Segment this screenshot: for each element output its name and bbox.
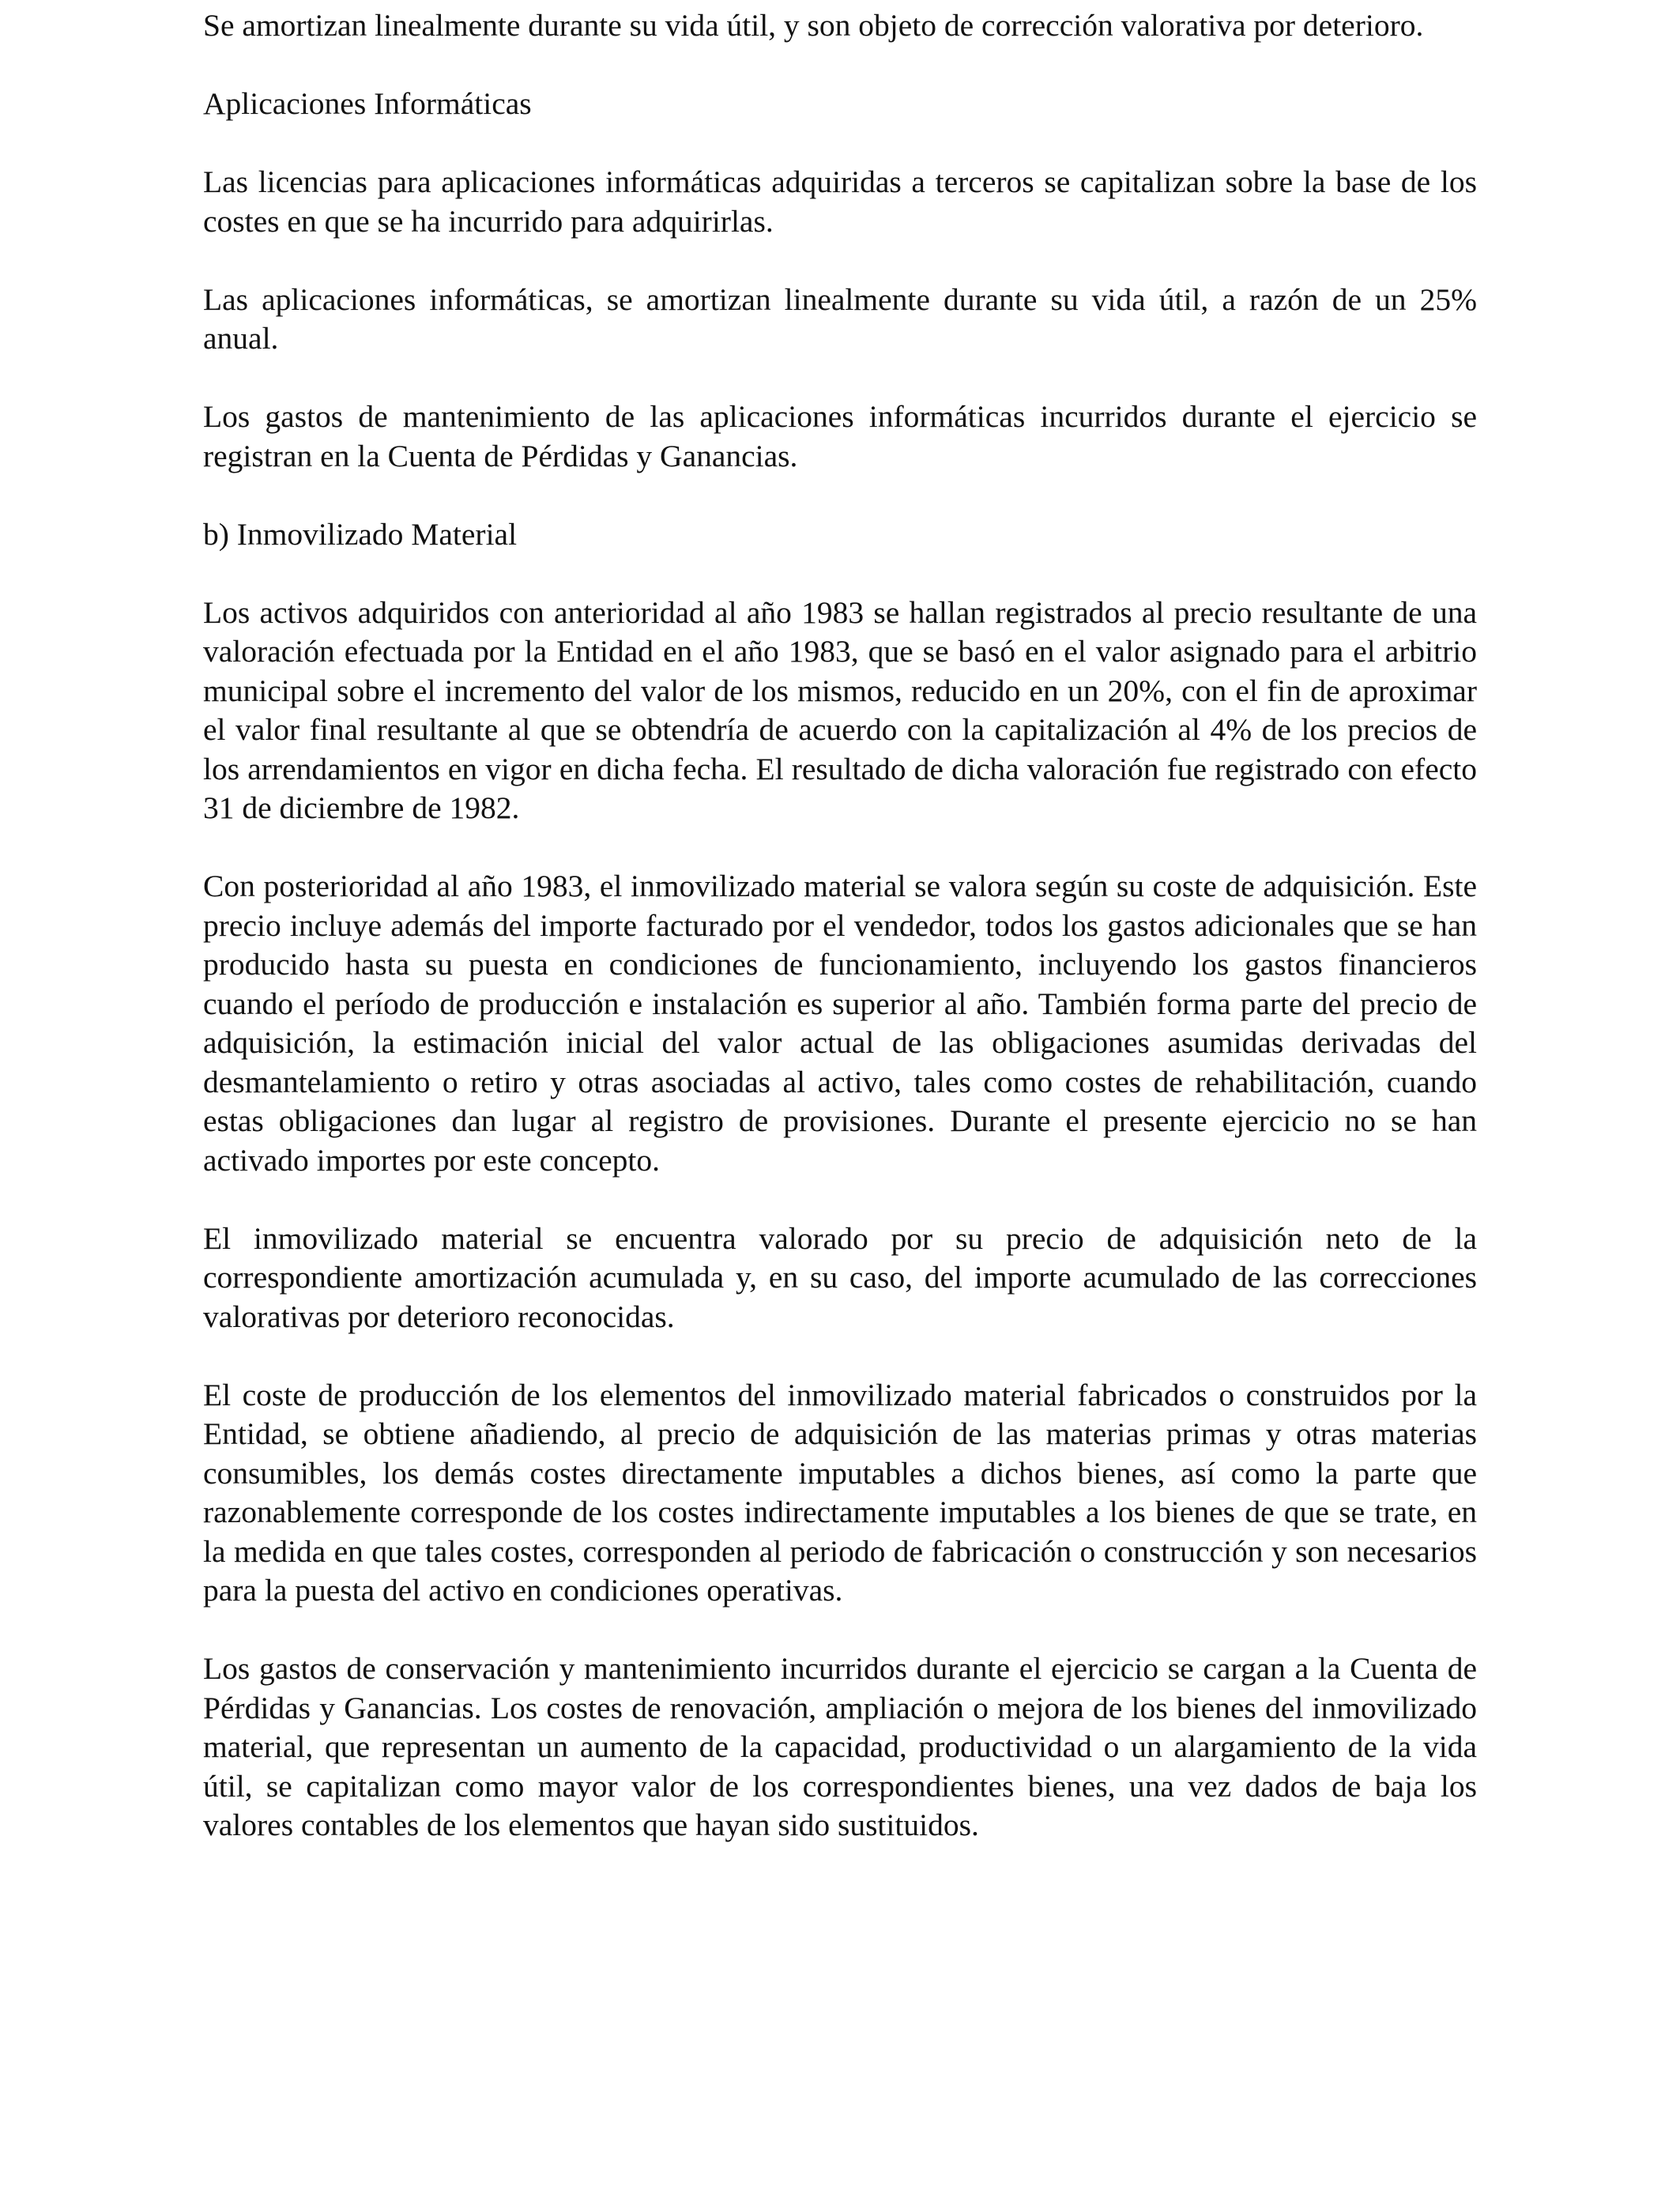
paragraph-gastos-mantenimiento-aplicaciones: Los gastos de mantenimiento de las aplicaciones informáticas incurridos durante el ejercicio se registran en la Cuenta de Pérdidas y Ganancias. [203, 399, 1477, 473]
paragraph-licencias: Las licencias para aplicaciones informáticas adquiridas a terceros se capitalizan sobre la base de los costes en que se ha incurrido para adquirirlas. [203, 164, 1477, 239]
paragraph-amortizacion-aplicaciones: Las aplicaciones informáticas, se amortizan linealmente durante su vida útil, a razón de un 25% anual. [203, 281, 1477, 356]
paragraph-activos-1983: Los activos adquiridos con anterioridad al año 1983 se hallan registrados al precio resultante de una valoración efectuada por la Entidad en el año 1983, que se basó en el valor asignado para el arbitrio municipal sobre el incremento del valor de los mismos, reducido en un 20%, con el fin de aproximar el valor final resultante al que se obtendría de acuerdo con la capitalización al 4% de los precios de los arrendamientos en vigor en dicha fecha. El resultado de dicha valoración fue registrado con efecto 31 de diciembre de 1982. [203, 594, 1477, 825]
paragraph-posterioridad-1983: Con posterioridad al año 1983, el inmovilizado material se valora según su coste de adquisición. Este precio incluye además del importe facturado por el vendedor, todos los gastos adicionales que se han producido hasta su puesta en condiciones de funcionamiento, incluyendo los gastos financieros cuando el período de producción e instalación es superior al año. También forma parte del precio de adquisición, la estimación inicial del valor actual de las obligaciones asumidas derivadas del desmantelamiento o retiro y otras asociadas al activo, tales como costes de rehabilitación, cuando estas obligaciones dan lugar al registro de provisiones. Durante el presente ejercicio no se han activado importes por este concepto. [203, 869, 1477, 1178]
section-heading-inmovilizado-material: b) Inmovilizado Material [203, 516, 518, 552]
paragraph-valoracion-neto: El inmovilizado material se encuentra valorado por su precio de adquisición neto de la correspondiente amortización acumulada y, en su caso, del importe acumulado de las correcciones valorativas por deterioro reconocidas. [203, 1220, 1477, 1334]
document-page [203, 6, 1477, 1884]
section-heading-aplicaciones-informaticas: Aplicaciones Informáticas [203, 86, 532, 121]
paragraph-coste-produccion: El coste de producción de los elementos del inmovilizado material fabricados o construidos por la Entidad, se obtiene añadiendo, al precio de adquisición de las materias primas y otras materias consumibles, los demás costes directamente imputables a dichos bienes, así como la parte que razonablemente corresponde de los costes indirectamente imputables a los bienes de que se trate, en la medida en que tales costes, corresponden al periodo de fabricación o construcción y son necesarios para la puesta del activo en condiciones operativas. [203, 1377, 1477, 1608]
paragraph-amortizacion-intangible: Se amortizan linealmente durante su vida útil, y son objeto de corrección valorativa por deterioro. [203, 8, 1424, 43]
paragraph-gastos-conservacion: Los gastos de conservación y mantenimiento incurridos durante el ejercicio se cargan a la Cuenta de Pérdidas y Ganancias. Los costes de renovación, ampliación o mejora de los bienes del inmovilizado material, que representan un aumento de la capacidad, productividad o un alargamiento de la vida útil, se capitalizan como mayor valor de los correspondientes bienes, una vez dados de baja los valores contables de los elementos que hayan sido sustituidos. [203, 1651, 1477, 1842]
